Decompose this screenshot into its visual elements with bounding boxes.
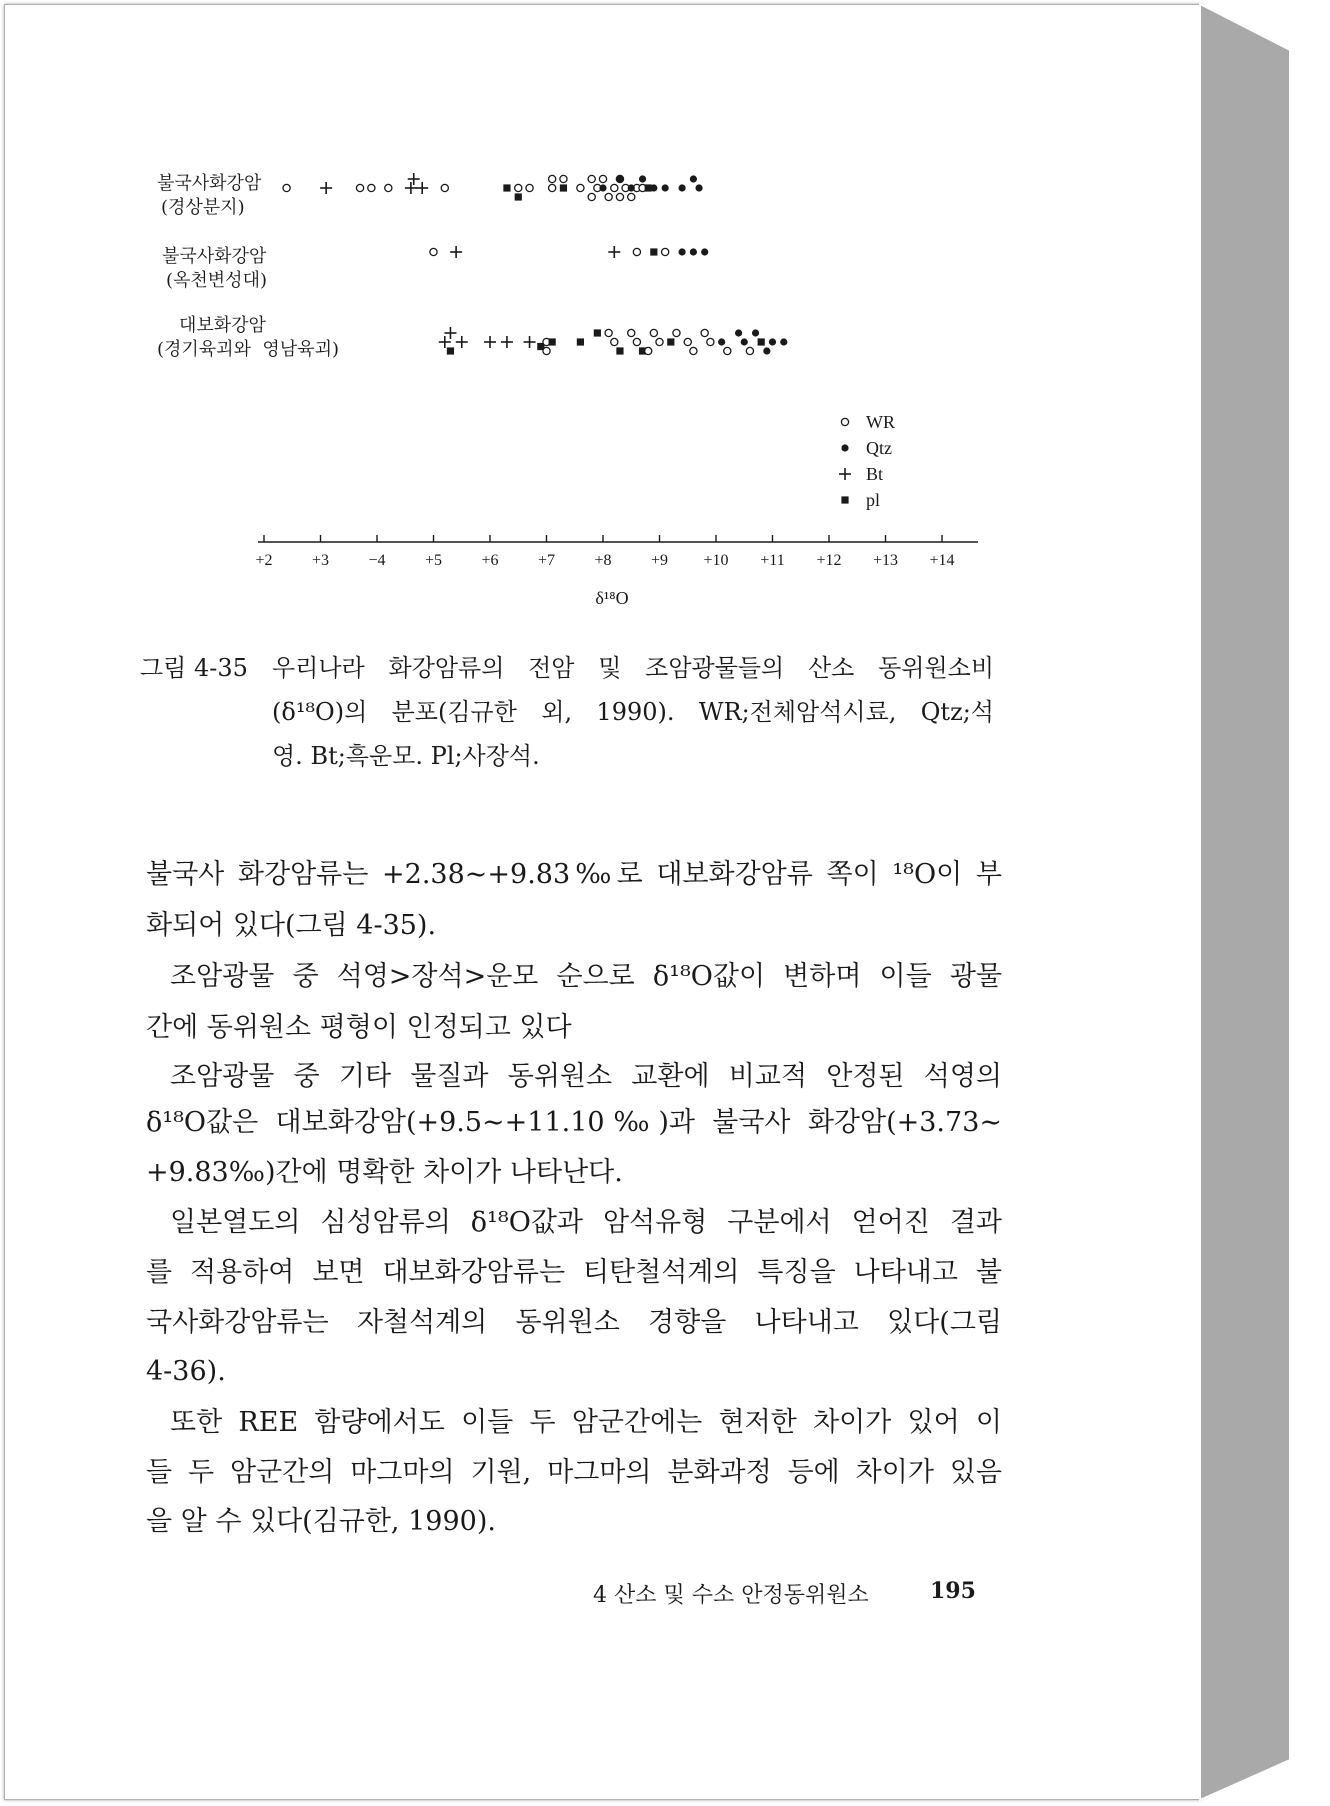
data-point-wr [356,184,363,191]
data-point-qtz [752,329,759,336]
data-point-wr [611,184,618,191]
data-point-bt [320,182,332,194]
data-point-qtz [639,175,646,182]
legend-label-bt: Bt [866,464,884,484]
data-point-wr [611,338,618,345]
data-point-pl [616,347,623,354]
data-point-wr [628,329,635,336]
data-point-wr [283,184,290,191]
data-point-qtz [599,184,606,191]
data-point-bt [501,336,513,348]
data-point-wr [628,193,635,200]
data-point-wr [549,175,556,182]
running-title: 4 산소 및 수소 안정동위원소 [593,1583,869,1608]
data-point-wr [526,184,533,191]
data-point-qtz [701,248,708,255]
data-point-pl [577,338,584,345]
data-point-pl [758,338,765,345]
paragraph-2-line-1: 조암광물 중 석영>장석>운모 순으로 δ¹⁸O값이 변하며 이들 광물 [170,961,1002,992]
data-point-wr [701,329,708,336]
group-3-label-line2: (경기육괴와 영남육괴) [157,339,339,360]
data-point-wr [543,347,550,354]
data-point-qtz [780,338,787,345]
x-tick-label: +12 [816,552,842,569]
data-point-pl [515,193,522,200]
data-point-qtz [628,184,635,191]
data-point-pl [503,184,510,191]
caption-line-1: 우리나라 화강암류의 전암 및 조암광물들의 산소 동위원소비 [272,654,994,682]
caption-line-2: (δ¹⁸O)의 분포(김규한 외, 1990). WR;전체암석시료, Qtz;석 [272,698,994,726]
data-point-wr [673,329,680,336]
data-point-bt [450,246,462,258]
data-point-wr [650,329,657,336]
data-point-qtz [690,175,697,182]
data-point-pl [560,184,567,191]
caption-line-3: 영. Bt;흑운모. Pl;사장석. [272,742,540,770]
x-tick-label: +10 [703,552,729,569]
data-point-qtz [741,338,748,345]
x-tick-label: +9 [650,552,669,569]
data-point-qtz [662,184,669,191]
data-point-wr [430,248,437,255]
data-point-qtz [763,347,770,354]
group-2-label-line1: 불국사화강암 [162,246,267,267]
data-point-qtz [695,184,702,191]
data-point-bt [416,182,428,194]
x-tick-label: +13 [872,552,899,569]
data-point-wr [656,338,663,345]
data-point-qtz [769,338,776,345]
data-point-wr [662,248,669,255]
data-point-qtz [679,248,686,255]
paragraph-4-line-1: 일본열도의 심성암류의 δ¹⁸O값과 암석유형 구분에서 얻어진 결과 [170,1207,1002,1238]
legend-marker-qtz [841,444,848,451]
data-point-bt [484,336,496,348]
data-point-bt [408,173,420,185]
legend-label-wr: WR [866,412,895,432]
x-axis-ticks [255,535,954,569]
data-point-wr [605,329,612,336]
x-tick-label: +7 [537,552,556,569]
page-number: 195 [930,1578,976,1604]
data-point-wr [684,338,691,345]
x-tick-label: +8 [594,552,612,569]
x-axis-label: δ¹⁸O [595,588,629,608]
data-point-wr [515,184,522,191]
legend-marker-wr [841,418,848,425]
data-point-wr [577,184,584,191]
paragraph-4-line-3: 국사화강암류는 자철석계의 동위원소 경향을 나타내고 있다(그림 [146,1307,1002,1338]
paragraph-1-line-2: 화되어 있다(그림 4-35). [146,910,437,941]
group-1-label-line2: (경상분지) [161,197,245,218]
data-point-pl [667,338,674,345]
paragraph-3-line-3: +9.83‰)간에 명확한 차이가 나타난다. [146,1157,623,1188]
data-point-qtz [690,248,697,255]
paragraph-4-line-4: 4-36). [146,1356,226,1387]
paragraph-3-line-1: 조암광물 중 기타 물질과 동위원소 교환에 비교적 안정된 석영의 [170,1061,1002,1092]
data-point-wr [560,175,567,182]
data-point-bt [524,336,536,348]
data-point-bt [456,336,468,348]
data-point-wr [441,184,448,191]
legend-marker-bt [839,468,851,480]
data-point-wr [605,193,612,200]
data-point-wr [588,193,595,200]
data-point-wr [633,338,640,345]
legend-label-qtz: Qtz [866,438,892,458]
x-tick-label: +2 [255,552,273,569]
data-points [283,173,787,355]
group-1-label-line1: 불국사화강암 [157,173,262,194]
legend [839,412,895,510]
data-point-wr [633,248,640,255]
x-tick-label: +11 [760,552,785,569]
data-point-bt [405,182,417,194]
x-tick-label: +14 [929,552,955,569]
paragraph-5-line-1: 또한 REE 함량에서도 이들 두 암군간에는 현저한 차이가 있어 이 [170,1407,1002,1438]
paragraph-4-line-2: 를 적용하여 보면 대보화강암류는 티탄철석계의 특징을 나타내고 불 [146,1257,1002,1288]
data-point-qtz [679,184,686,191]
data-point-qtz [735,329,742,336]
paragraph-5-line-3: 을 알 수 있다(김규한, 1990). [146,1506,496,1537]
data-point-pl [447,347,454,354]
data-point-wr [616,193,623,200]
group-3-label-line1: 대보화강암 [179,315,266,336]
data-point-bt [444,327,456,339]
data-point-wr [707,338,714,345]
data-point-wr [599,175,606,182]
data-point-bt [439,336,451,348]
paragraph-2-line-2: 간에 동위원소 평형이 인정되고 있다 [146,1012,572,1043]
legend-label-pl: pl [866,490,881,510]
paragraph-1-line-1: 불국사 화강암류는 +2.38∼+9.83‰로 대보화강암류 쪽이 ¹⁸O이 부 [146,859,1002,890]
data-point-wr [746,347,753,354]
data-point-wr [368,184,375,191]
data-point-qtz [616,175,623,182]
data-point-pl [549,338,556,345]
x-tick-label: +5 [424,552,443,569]
data-point-wr [724,347,731,354]
data-point-wr [549,184,556,191]
data-point-wr [690,347,697,354]
data-point-wr [385,184,392,191]
data-point-pl [594,329,601,336]
x-tick-label: −4 [368,552,386,569]
data-point-pl [650,248,657,255]
data-point-qtz [718,338,725,345]
x-tick-label: +6 [481,552,499,569]
x-tick-label: +3 [311,552,330,569]
data-point-wr [645,347,652,354]
group-2-label-line2: (옥천변성대) [166,270,267,291]
legend-marker-pl [841,496,848,503]
data-point-wr [588,175,595,182]
paragraph-5-line-2: 들 두 암군간의 마그마의 기원, 마그마의 분화과정 등에 차이가 있음 [146,1457,1002,1488]
data-point-bt [608,246,620,258]
paragraph-3-line-2: δ¹⁸O값은 대보화강암(+9.5∼+11.10‰)과 불국사 화강암(+3.73∼ [146,1107,1002,1138]
data-point-pl [645,184,652,191]
figure-number: 그림 4-35 [140,654,248,682]
